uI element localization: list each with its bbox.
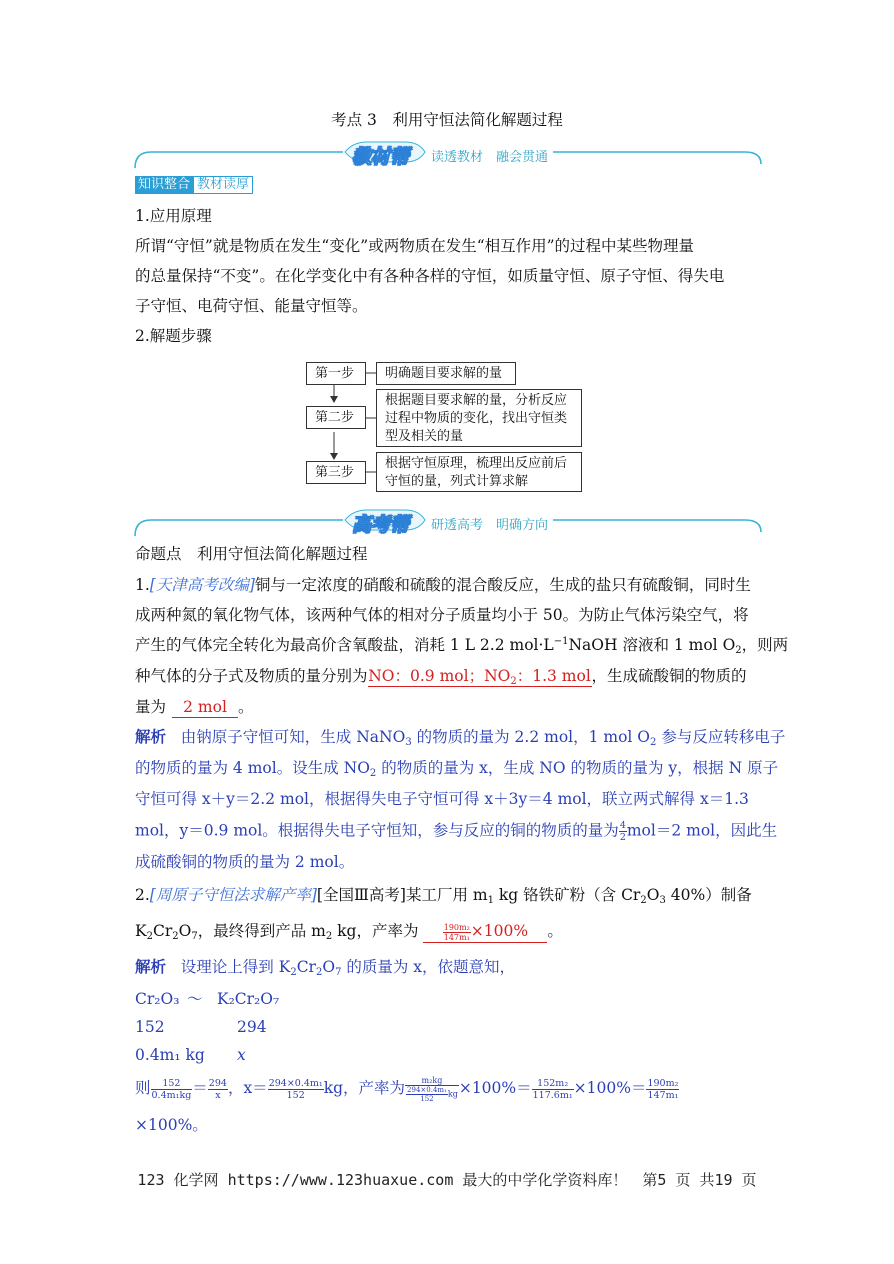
calc-line: ×100%。 (135, 1116, 208, 1134)
section1-line: 子守恒、电荷守恒、能量守恒等。 (135, 297, 368, 315)
q1-line (135, 575, 751, 595)
flow-step-desc: 根据题目要求解的量，分析反应过程中物质的变化，找出守恒类型及相关的量 (376, 389, 582, 447)
section1-line: 所谓“守恒”就是物质在发生“变化”或两物质在发生“相互作用”的过程中某些物理量 (135, 237, 695, 255)
q1-explanation: 守恒可得 x＋y＝2.2 mol，根据得失电子守恒可得 x＋3y＝4 mol，联立两式解得 x＝1.3 (135, 790, 749, 808)
explanation-label: 解析 (135, 957, 167, 976)
relation-row: 0.4m₁ kg x (135, 1046, 246, 1064)
q2-tag: [周原子守恒法求解产率] (149, 886, 317, 904)
q1-answer-blank[interactable]: NO：0.9 mol；$NO_2$：1.3 mol (368, 667, 591, 687)
q1-line: 成两种氮的氧化物气体，该两种气体的相对分子质量均小于 50。为防止气体污染空气，将 (135, 606, 749, 624)
q1-text: 。 (238, 698, 254, 716)
section2-heading: 2.解题步骤 (135, 327, 212, 345)
q1-explanation: mol，y＝0.9 mol。根据得失电子守恒知，参与反应的铜的物质的量为 $\frac{4}{2}$ mol＝2 mol，因此生 (135, 820, 778, 843)
q2-explanation: 解析 设理论上得到 $K_2Cr_2O_7$ 的质量为 x，依题意知， (135, 957, 516, 978)
banner-word: 教材帮 (352, 146, 410, 168)
q1-explanation: 成硫酸铜的物质的量为 2 mol。 (135, 853, 355, 871)
q1-text: ，生成硫酸铜的物质的 (591, 667, 747, 685)
q1-text: ，则两 (741, 636, 789, 654)
relation-row: 152 294 (135, 1018, 267, 1036)
flow-step-label: 第三步 (306, 461, 366, 484)
q1-line (135, 697, 254, 718)
q2-line: $K_2Cr_2O_7$，最终得到产品 $m_2$ kg，产率为 $\frac{\text{190m₂}}{\text{147m₁}}$ ×100% 。 (135, 922, 563, 942)
relation-row: Cr₂O₃ ～ K₂Cr₂O₇ (135, 990, 280, 1008)
section1-heading: 1.应用原理 (135, 207, 212, 225)
banner-subtitle: 研透高考 明确方向 (431, 518, 549, 533)
q2-answer-blank[interactable]: $\frac{\text{190m₂}}{\text{147m₁}}$ ×100% (423, 921, 547, 943)
q1-text: NaOH 溶液和 1 mol O (568, 636, 736, 654)
badge-left: 知识整合 (135, 176, 193, 194)
q1-text: 量为 (135, 698, 167, 716)
q1-answer-blank[interactable]: 2 mol (172, 697, 238, 718)
q1-line: 产生的气体完全转化为最高价含氧酸盐，消耗 1 L 2.2 $mol\cdot L^{-1}NaOH$ 溶液和 1 mol $O_2$，则两 (135, 636, 789, 656)
flow-step-label: 第二步 (306, 406, 366, 429)
q1-number: 1. (135, 576, 150, 594)
q1-line (135, 666, 747, 687)
section-badge (135, 176, 253, 194)
q1-text: 产生的气体完全转化为最高价含氧酸盐，消耗 1 L 2.2 mol·L (135, 636, 554, 654)
banner-subtitle: 读透教材 融会贯通 (431, 150, 549, 165)
page-footer: 123 化学网 https://www.123huaxue.com 最大的中学化学资料库！ 第5 页 共19 页 (137, 1171, 757, 1189)
q1-explanation: 的物质的量为 4 mol。设生成 $NO_2$ 的物质的量为 x，生成 NO 的物质的量为 y，根据 N 原子 (135, 759, 779, 779)
banner-word: 高考帮 (352, 514, 410, 536)
section1-line: 的总量保持“不变”。在化学变化中有各种各样的守恒，如质量守恒、原子守恒、得失电 (135, 267, 725, 285)
flow-step-label: 第一步 (306, 362, 366, 385)
topic-heading: 命题点 利用守恒法简化解题过程 (135, 545, 368, 563)
calc-line: 则 $\frac{152}{\text{0.4m₁kg}}$ ＝ $\frac{294}{x}$ ，x＝ $\frac{\text{294×0.4m₁}}{152}$ kg，产率为 m₂kg $\frac{\text{294×0.4m₁}}{152}$ kg ×100%＝ $\frac{\text{152m₂}}{\text{117.6m₁}}$ ×100%＝ $\frac{\text{190m₂}}{\text{147m₁}}$ (135, 1075, 679, 1103)
page-title: 考点 3 利用守恒法简化解题过程 (331, 111, 563, 129)
q1-text: 铜与一定浓度的硝酸和硫酸的混合酸反应，生成的盐只有硫酸铜，同时生 (254, 576, 751, 594)
flow-step-desc: 根据守恒原理，梳理出反应前后守恒的量，列式计算求解 (376, 452, 582, 492)
flow-step-desc: 明确题目要求解的量 (376, 362, 516, 385)
explanation-label: 解析 (135, 727, 167, 746)
q2-line: 2.[周原子守恒法求解产率][全国Ⅲ高考]某工厂用 $m_1$ kg 铬铁矿粉（含 $Cr_2O_3$ 40%）制备 (135, 886, 752, 906)
q1-tag: [天津高考改编] (149, 576, 255, 594)
q1-explanation: 解析 由钠原子守恒可知，生成 NaNO$_3$ 的物质的量为 2.2 mol，1 mol $O_2$ 参与反应转移电子 (135, 727, 786, 748)
q1-text: 种气体的分子式及物质的量分别为 (135, 667, 368, 685)
badge-right: 教材读厚 (193, 176, 253, 194)
